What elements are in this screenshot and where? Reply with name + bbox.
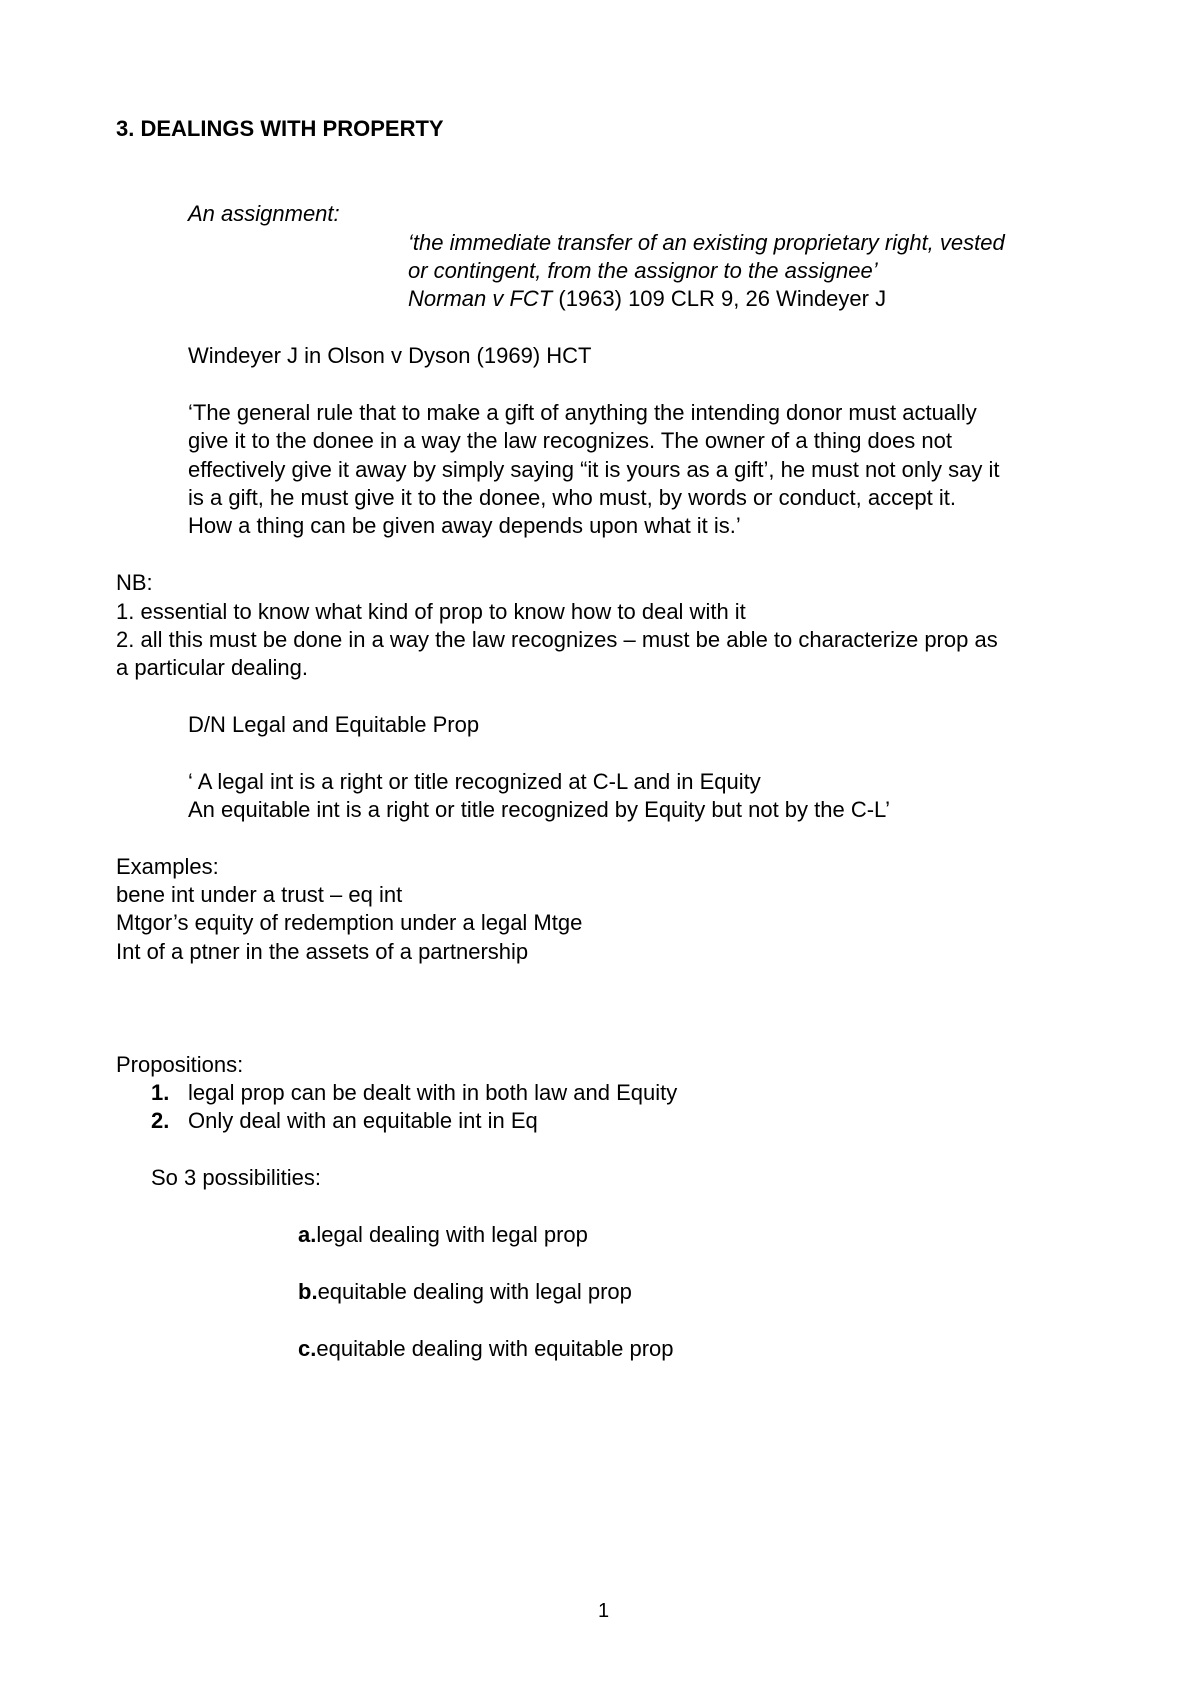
page-title: 3. DEALINGS WITH PROPERTY bbox=[116, 116, 444, 141]
windeyer-quote-line: How a thing can be given away depends upon what it is.’ bbox=[188, 513, 741, 538]
assignment-definition-line-2: or contingent, from the assignor to the assignee’ bbox=[408, 258, 878, 283]
windeyer-quote-line: give it to the donee in a way the law recognizes. The owner of a thing does not bbox=[188, 428, 952, 453]
page-number: 1 bbox=[598, 1600, 610, 1622]
windeyer-quote-line: ‘The general rule that to make a gift of anything the intending donor must actually bbox=[188, 400, 977, 425]
assignment-definition-line-1: ‘the immediate transfer of an existing proprietary right, vested bbox=[408, 230, 1005, 255]
possibility-text: equitable dealing with equitable prop bbox=[316, 1336, 674, 1361]
example-item: bene int under a trust – eq int bbox=[116, 882, 403, 907]
possibility-text: legal dealing with legal prop bbox=[316, 1222, 588, 1247]
possibilities-label: So 3 possibilities: bbox=[151, 1165, 321, 1190]
example-item: Int of a ptner in the assets of a partnership bbox=[116, 939, 529, 964]
nb-line: 2. all this must be done in a way the law recognizes – must be able to characterize prop as bbox=[116, 627, 998, 652]
possibility-letter: c. bbox=[298, 1336, 317, 1361]
legal-equitable-quote-line-1: ‘ A legal int is a right or title recognized at C-L and in Equity bbox=[188, 769, 761, 794]
propositions-label: Propositions: bbox=[116, 1052, 244, 1077]
proposition-number: 1. bbox=[151, 1080, 170, 1105]
citation-case-name: Norman v FCT bbox=[408, 286, 553, 311]
examples-label: Examples: bbox=[116, 854, 219, 879]
assignment-citation bbox=[408, 285, 886, 313]
proposition-text: legal prop can be dealt with in both law and Equity bbox=[188, 1080, 678, 1105]
possibility-item bbox=[298, 1278, 632, 1306]
windeyer-quote-line: effectively give it away by simply saying “it is yours as a gift’, he must not only say it bbox=[188, 457, 1000, 482]
proposition-item bbox=[151, 1079, 677, 1107]
possibility-item bbox=[298, 1335, 674, 1363]
assignment-label: An assignment: bbox=[188, 201, 340, 226]
possibility-item bbox=[298, 1221, 588, 1249]
example-item: Mtgor’s equity of redemption under a legal Mtge bbox=[116, 910, 583, 935]
nb-line: 1. essential to know what kind of prop to know how to deal with it bbox=[116, 599, 746, 624]
legal-equitable-quote-line-2: An equitable int is a right or title recognized by Equity but not by the C-L’ bbox=[188, 797, 890, 822]
windeyer-heading: Windeyer J in Olson v Dyson (1969) HCT bbox=[188, 343, 592, 368]
possibility-letter: a. bbox=[298, 1222, 317, 1247]
nb-line: a particular dealing. bbox=[116, 655, 309, 680]
possibility-text: equitable dealing with legal prop bbox=[317, 1279, 632, 1304]
possibility-letter: b. bbox=[298, 1279, 318, 1304]
proposition-number: 2. bbox=[151, 1108, 170, 1133]
legal-equitable-heading: D/N Legal and Equitable Prop bbox=[188, 712, 480, 737]
citation-reference: (1963) 109 CLR 9, 26 Windeyer J bbox=[552, 286, 887, 311]
windeyer-quote-line: is a gift, he must give it to the donee, who must, by words or conduct, accept it. bbox=[188, 485, 956, 510]
proposition-item bbox=[151, 1107, 538, 1135]
nb-label: NB: bbox=[116, 570, 153, 595]
proposition-text: Only deal with an equitable int in Eq bbox=[188, 1108, 538, 1133]
